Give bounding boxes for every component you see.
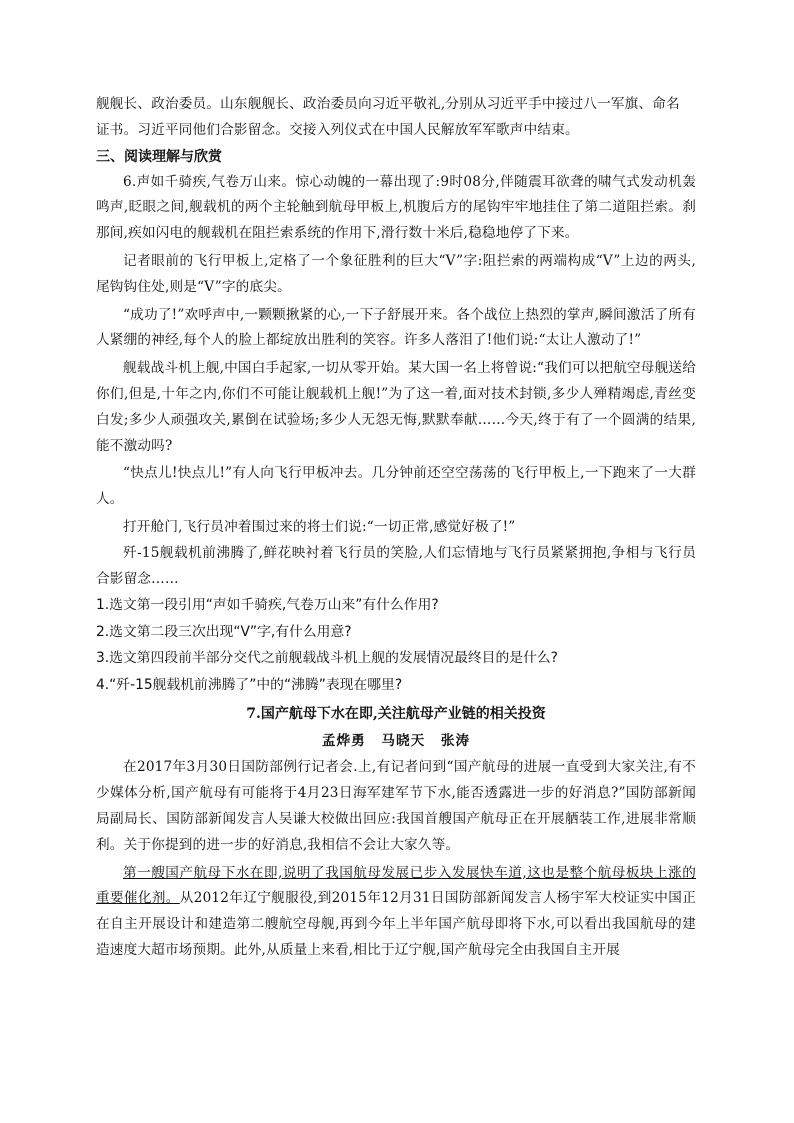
question-3: 3.选文第四段前半部分交代之前舰载战斗机上舰的发展情况最终目的是什么? — [96, 650, 558, 667]
article-title: 7.国产航母下水在即,关注航母产业链的相关投资 — [246, 706, 546, 723]
intro-line-1: 舰舰长、政治委员。山东舰舰长、政治委员向习近平敬礼,分别从习近平手中接过八一军旗、命名 — [96, 96, 680, 112]
document-page — [96, 92, 696, 964]
passage6-paragraph-2: 记者眼前的飞行甲板上,定格了一个象征胜利的巨大“V”字:阻拦索的两端构成“V”上边的两头,尾钩钩住处,则是“V”字的底尖。 — [96, 252, 696, 295]
article-paragraph-2-rest: 从2012年辽宁舰服役,到2015年12月31日国防部新闻发言人杨宇军大校证实中国正在自主开展设计和建造第二艘航空母舰,再到今年上半年国产航母即将下水,可以看出我国航母的建造速度大超市场预期。此外,从质量上来看,相比于辽宁舰,国产航母完全由我国自主开展 — [96, 890, 696, 958]
question-4: 4.“歼-15舰载机前沸腾了”中的“沸腾”表现在哪里? — [96, 676, 403, 693]
passage6-paragraph-4: 舰载战斗机上舰,中国白手起家,一切从零开始。某大国一名上将曾说:“我们可以把航空母舰送给你们,但是,十年之内,你们不可能让舰载机上舰!”为了这一着,面对技术封锁,多少人殚精竭虑,青丝变白发;多少人顽强攻关,累倒在试验场;多少人无怨无悔,默默奉献……今天,终于有了一个圆满的结果,能不激动吗? — [96, 360, 696, 454]
intro-line-2: 证书。习近平同他们合影留念。交接入列仪式在中国人民解放军军歌声中结束。 — [96, 121, 579, 138]
passage6-paragraph-5: “快点儿!快点儿!”有人向飞行甲板冲去。几分钟前还空空荡荡的飞行甲板上,一下跑来了一大群人。 — [96, 465, 696, 508]
passage6-paragraph-6: 打开舱门,飞行员冲着围过来的将士们说:“一切正常,感觉好极了!” — [123, 518, 516, 535]
article-paragraph-2 — [96, 861, 696, 964]
passage6-paragraph-1: 6.声如千骑疾,气卷万山来。惊心动魄的一幕出现了:9时08分,伴随震耳欲聋的啸气式发动机轰鸣声,眨眼之间,舰载机的两个主轮触到航母甲板上,机腹后方的尾钩牢牢地挂住了第二道阻拦索。刹那间,疾如闪电的舰载机在阻拦索系统的作用下,滑行数十米后,稳稳地停了下来。 — [96, 173, 696, 242]
question-1: 1.选文第一段引用“声如千骑疾,气卷万山来”有什么作用? — [96, 597, 439, 614]
section-heading: 三、阅读理解与欣赏 — [96, 148, 222, 165]
article-paragraph-1: 在2017年3月30日国防部例行记者会.上,有记者问到“国产航母的进展一直受到大家关注,有不少媒体分析,国产航母有可能将于4月23日海军建军节下水,能否透露进一步的好消息?”国防部新闻局副局长、国防部新闻发言人吴谦大校做出回应:我国首艘国产航母正在开展舾装工作,进展非常顺利。关于你提到的进一步的好消息,我相信不会让大家久等。 — [96, 759, 696, 853]
article-authors: 孟烨勇 马晓天 张涛 — [321, 733, 471, 750]
passage6-paragraph-7: 歼-15舰载机前沸腾了,鲜花映衬着飞行员的笑脸,人们忘情地与飞行员紧紧拥抱,争相与飞行员合影留念…… — [96, 544, 696, 587]
question-2: 2.选文第二段三次出现“V”字,有什么用意? — [96, 623, 352, 640]
passage6-paragraph-3: “成功了!”欢呼声中,一颗颗揪紧的心,一下子舒展开来。各个战位上热烈的掌声,瞬间激活了所有人紧绷的神经,每个人的脸上都绽放出胜利的笑容。许多人落泪了!他们说:“太让人激动了!” — [96, 306, 696, 349]
underlined-sentence: 第一艘国产航母下水在即,说明了我国航母发展已步入发展快车道,这也是整个航母板块上涨的重要催化剂。 — [96, 864, 696, 907]
